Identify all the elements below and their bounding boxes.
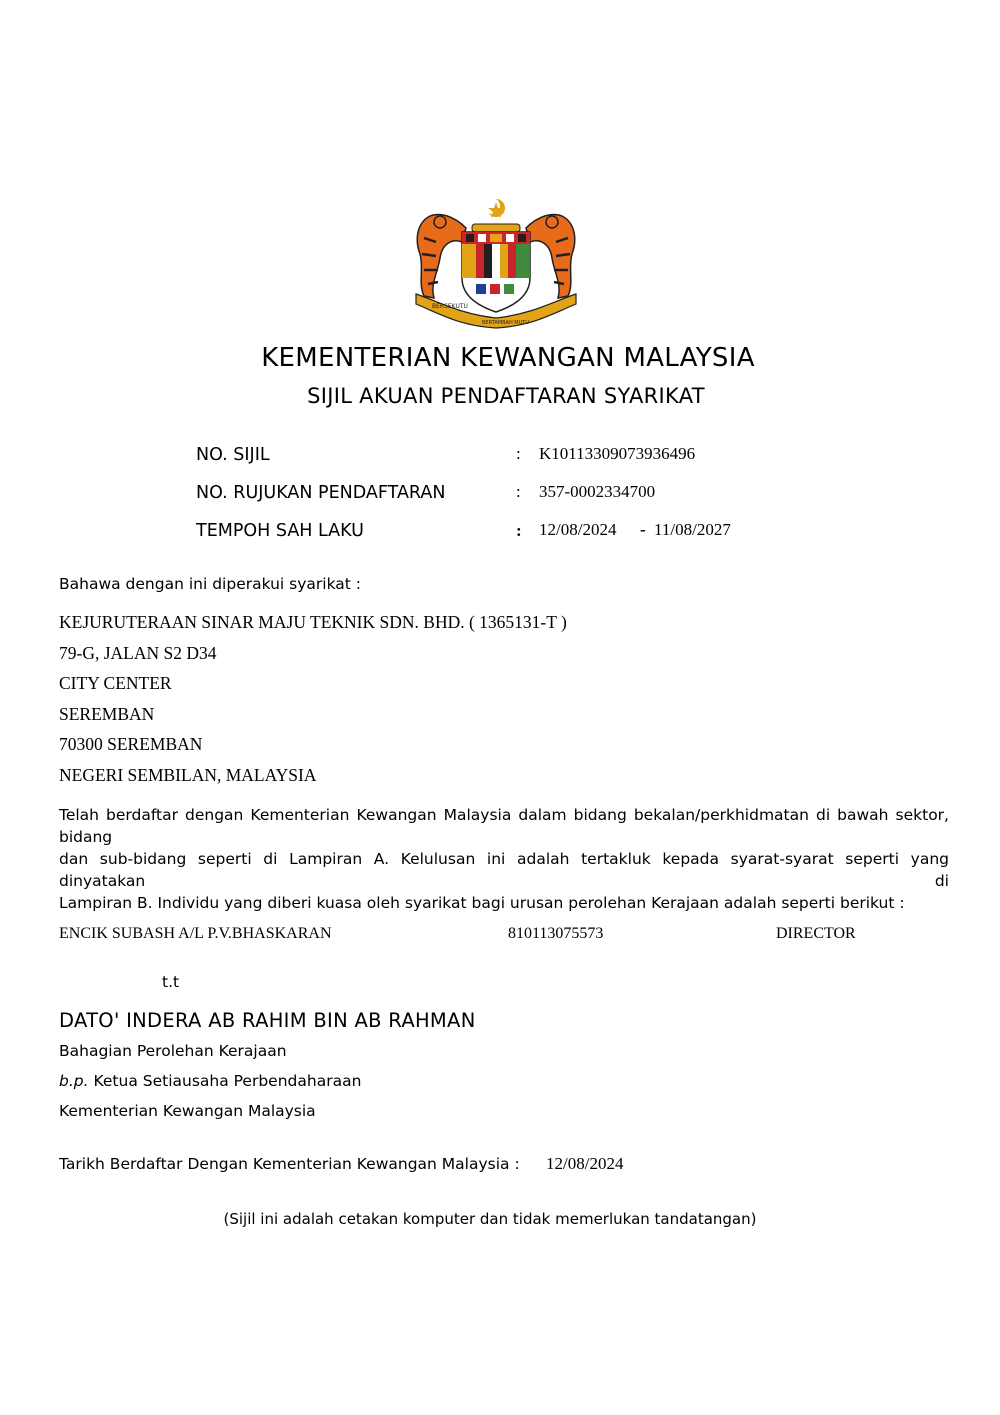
shield-icon bbox=[462, 232, 530, 312]
signer-ministry: Kementerian Kewangan Malaysia bbox=[59, 1102, 316, 1120]
left-tiger-icon bbox=[417, 215, 466, 299]
validity-from: 12/08/2024 bbox=[539, 520, 617, 539]
registration-date-value: 12/08/2024 bbox=[546, 1154, 624, 1173]
company-name: KEJURUTERAAN SINAR MAJU TEKNIK SDN. BHD. ( 1365131-T ) bbox=[59, 612, 567, 632]
registration-ref-colon: : bbox=[516, 482, 521, 501]
right-tiger-icon bbox=[526, 215, 575, 299]
statement-line-1: Telah berdaftar dengan Kementerian Kewangan Malaysia dalam bidang bekalan/perkhidmatan di bawah sektor, bidang bbox=[59, 806, 949, 846]
coat-of-arms-emblem bbox=[410, 198, 582, 330]
registration-date-label: Tarikh Berdaftar Dengan Kementerian Kewangan Malaysia : bbox=[59, 1155, 520, 1173]
computer-print-note: (Sijil ini adalah cetakan komputer dan tidak memerlukan tandatangan) bbox=[223, 1210, 757, 1228]
certificate-no-label: NO. SIJIL bbox=[196, 445, 270, 465]
bp-prefix: b.p. bbox=[59, 1072, 89, 1090]
address-line-2: CITY CENTER bbox=[59, 673, 172, 693]
certificate-no-colon: : bbox=[516, 444, 521, 463]
address-line-1: 79-G, JALAN S2 D34 bbox=[59, 643, 217, 663]
address-line-5: NEGERI SEMBILAN, MALAYSIA bbox=[59, 765, 317, 785]
certificate-title: SIJIL AKUAN PENDAFTARAN SYARIKAT bbox=[307, 384, 705, 408]
signer-division: Bahagian Perolehan Kerajaan bbox=[59, 1042, 287, 1060]
motto-center-text: BERTAMBAH MUTU bbox=[482, 320, 529, 326]
representative-name: ENCIK SUBASH A/L P.V.BHASKARAN bbox=[59, 925, 332, 942]
ministry-title: KEMENTERIAN KEWANGAN MALAYSIA bbox=[261, 343, 755, 373]
registration-ref-label: NO. RUJUKAN PENDAFTARAN bbox=[196, 483, 446, 503]
signer-on-behalf bbox=[59, 1072, 361, 1090]
representative-id: 810113075573 bbox=[508, 925, 604, 942]
intro-text: Bahawa dengan ini diperakui syarikat : bbox=[59, 575, 362, 593]
representative-position: DIRECTOR bbox=[776, 925, 856, 942]
registration-ref-value: 357-0002334700 bbox=[539, 482, 656, 501]
address-line-4: 70300 SEREMBAN bbox=[59, 734, 203, 754]
validity-dash: - bbox=[640, 520, 646, 539]
validity-colon: : bbox=[516, 521, 522, 540]
address-line-3: SEREMBAN bbox=[59, 704, 155, 724]
crescent-star-icon bbox=[484, 198, 505, 218]
validity-label: TEMPOH SAH LAKU bbox=[196, 521, 364, 541]
signer-name: DATO' INDERA AB RAHIM BIN AB RAHMAN bbox=[59, 1009, 476, 1032]
certificate-no-value: K10113309073936496 bbox=[539, 444, 696, 463]
on-behalf-title: Ketua Setiausaha Perbendaharaan bbox=[93, 1072, 362, 1090]
statement-line-3: Lampiran B. Individu yang diberi kuasa oleh syarikat bagi urusan perolehan Kerajaan adalah seperti berikut : bbox=[59, 894, 905, 912]
statement-line-2: dan sub-bidang seperti di Lampiran A. Kelulusan ini adalah tertakluk kepada syarat-syarat seperti yang dinyatakan di bbox=[59, 850, 949, 890]
registration-statement bbox=[59, 804, 949, 914]
signed-mark: t.t bbox=[162, 973, 180, 991]
motto-left-text: BERSEKUTU bbox=[432, 303, 468, 310]
validity-to: 11/08/2027 bbox=[654, 520, 731, 539]
